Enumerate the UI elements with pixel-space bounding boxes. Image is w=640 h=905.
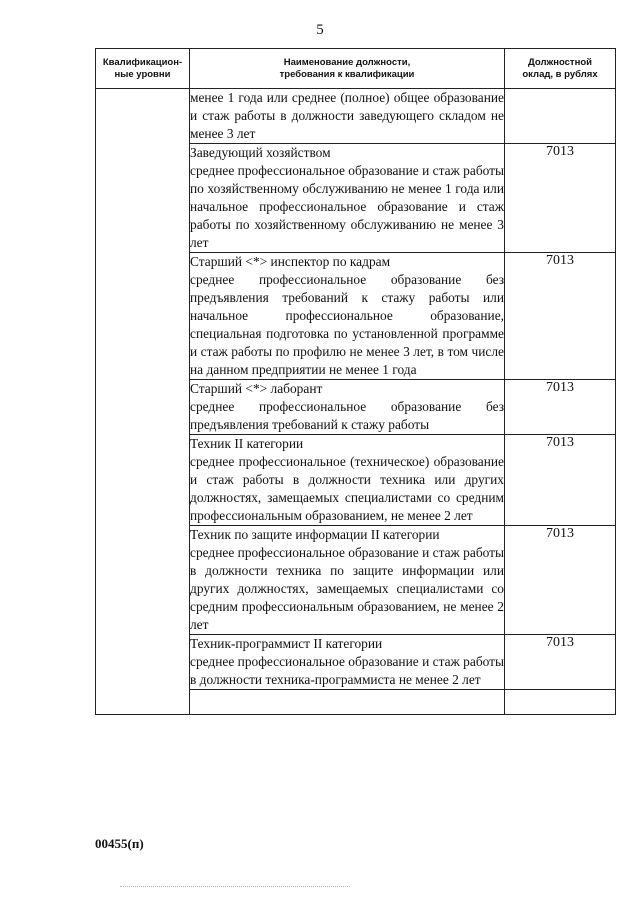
qualification-table xyxy=(95,48,616,715)
table-row-continuation xyxy=(96,89,616,144)
table-header-row xyxy=(96,49,616,89)
salary-value: 7013 xyxy=(505,253,616,380)
salary-value: 7013 xyxy=(505,635,616,690)
position-title: Техник-программист II категории xyxy=(190,636,383,651)
salary-value: 7013 xyxy=(505,435,616,526)
salary-cell-empty xyxy=(505,89,616,144)
position-description xyxy=(190,435,505,526)
header-position-requirements: Наименование должности, требования к квалификации xyxy=(190,49,505,89)
salary-value: 7013 xyxy=(505,380,616,435)
header-salary: Должностной оклад, в рублях xyxy=(505,49,616,89)
position-requirements: среднее профессиональное образование и стаж работы по хозяйственному обслуживанию не менее 1 года или начальное профессиональное образование и стаж работы по хозяйственному обслуживанию не менее 3 лет xyxy=(190,163,504,250)
document-code: 00455(п) xyxy=(95,836,144,851)
header-qualification-levels: Квалификацион- ные уровни xyxy=(96,49,190,89)
position-title: Старший <*> лаборант xyxy=(190,381,323,396)
position-description xyxy=(190,526,505,635)
position-description xyxy=(190,635,505,690)
qualification-level-cell xyxy=(96,89,190,715)
position-description xyxy=(190,380,505,435)
blank-cell xyxy=(190,690,505,715)
position-title: Старший <*> инспектор по кадрам xyxy=(190,254,391,269)
continuation-text: менее 1 года или среднее (полное) общее образование и стаж работы в должности заведующего складом не менее 3 лет xyxy=(190,89,505,144)
position-requirements: среднее профессиональное образование и стаж работы в должности техника по защите информации или других должностях, замещаемых специалистами со средним профессиональным образованием, не менее 2 лет xyxy=(190,545,504,632)
salary-value: 7013 xyxy=(505,144,616,253)
page-number: 5 xyxy=(316,22,324,38)
position-description xyxy=(190,144,505,253)
position-description xyxy=(190,253,505,380)
salary-value: 7013 xyxy=(505,526,616,635)
position-requirements: среднее профессиональное образование и стаж работы в должности техника-программиста не менее 2 лет xyxy=(190,654,504,687)
position-title: Заведующий хозяйством xyxy=(190,145,331,160)
blank-cell xyxy=(505,690,616,715)
position-title: Техник II категории xyxy=(190,436,304,451)
position-requirements: среднее профессиональное (техническое) образование и стаж работы в должности техника или других должностях, замещаемых специалистами со средним профессиональным образованием, не менее 2 лет xyxy=(190,454,504,523)
position-title: Техник по защите информации II категории xyxy=(190,527,440,542)
scan-artifact-line xyxy=(120,886,350,888)
position-requirements: среднее профессиональное образование без предъявления требований к стажу работы или начальное профессиональное образование, специальная подготовка по установленной программе и стаж работы по профилю не менее 3 лет, в том числе на данном предприятии не менее 1 года xyxy=(190,272,504,377)
position-requirements: среднее профессиональное образование без предъявления требований к стажу работы xyxy=(190,399,504,432)
